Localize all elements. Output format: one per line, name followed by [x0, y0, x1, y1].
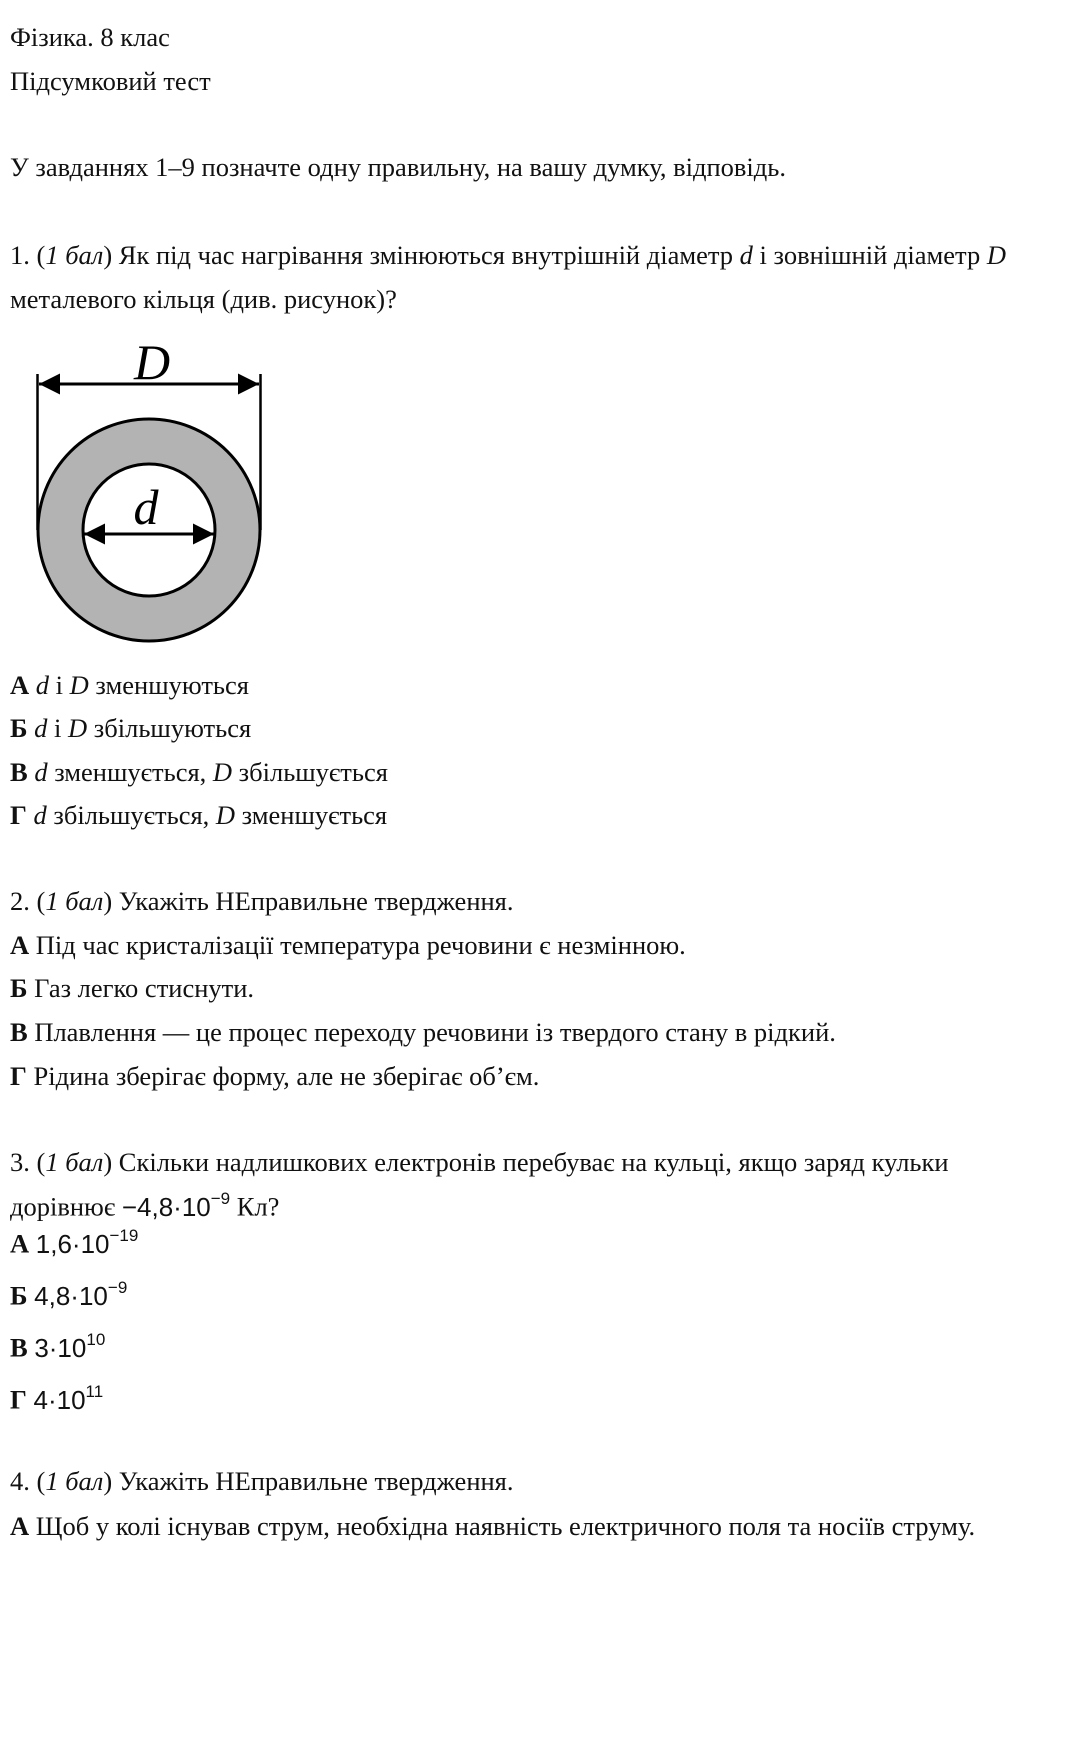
q1-text-line1: 1. (1 бал) Як під час нагрівання змінюються внутрішній діаметр d і зовнішній діаметр D — [10, 240, 1006, 270]
q3-points: 1 бал — [45, 1147, 104, 1177]
q1-option-a[interactable]: А d і D зменшуються — [10, 670, 249, 700]
q4-text: 4. (1 бал) Укажіть НЕправильне твердження. — [10, 1466, 514, 1496]
instructions: У завданнях 1–9 позначте одну правильну, на вашу думку, відповідь. — [10, 152, 786, 182]
q2-option-g[interactable]: Г Рідина зберігає форму, але не зберігає об’єм. — [10, 1061, 540, 1091]
q3-text-line1: 3. (1 бал) Скільки надлишкових електронів перебуває на кульці, якщо заряд кульки — [10, 1147, 949, 1177]
q2-points: 1 бал — [45, 886, 104, 916]
q1-option-g[interactable]: Г d збільшується, D зменшується — [10, 800, 388, 830]
q3-option-a[interactable]: А $1,6\cdot 10^{-19}$ — [10, 1226, 139, 1259]
subject-title: Фізика. 8 клас — [10, 22, 170, 52]
q2-option-v[interactable]: В Плавлення — це процес переходу речовини із твердого стану в рідкий. — [10, 1017, 836, 1047]
q3-option-b[interactable]: Б $4,8\cdot 10^{-9}$ — [10, 1278, 128, 1311]
var-d: d — [739, 240, 753, 270]
q1-option-v[interactable]: В d зменшується, D збільшується — [10, 757, 388, 787]
q1-points: 1 бал — [45, 240, 104, 270]
q1-text-line2: металевого кільця (див. рисунок)? — [10, 284, 397, 314]
q3-option-v[interactable]: В $3\cdot 10^{10}$ — [10, 1330, 106, 1363]
inner-diameter-label: d — [133, 479, 159, 535]
q3-charge: $-4,8\cdot 10^{-9}$ — [121, 1189, 231, 1222]
q3-text-line2: дорівнює $-4,8\cdot 10^{-9}$ Кл? — [10, 1189, 280, 1222]
q4-points: 1 бал — [45, 1466, 104, 1496]
outer-diameter-label: D — [133, 334, 171, 390]
q1-option-b[interactable]: Б d і D збільшуються — [10, 713, 252, 743]
q3-option-g[interactable]: Г $4\cdot 10^{11}$ — [10, 1382, 104, 1415]
test-title: Підсумковий тест — [10, 66, 211, 96]
var-D: D — [986, 240, 1006, 270]
q2-option-a[interactable]: А Під час кристалізації температура речовини є незмінною. — [10, 930, 686, 960]
q2-option-b[interactable]: Б Газ легко стиснути. — [10, 973, 255, 1003]
q1-number: 1. ( — [10, 240, 46, 270]
q4-option-a[interactable]: А Щоб у колі існував струм, необхідна наявність електричного поля та носіїв струму. — [10, 1511, 976, 1541]
ring-figure — [36, 334, 268, 648]
q2-text: 2. (1 бал) Укажіть НЕправильне твердження. — [10, 886, 514, 916]
